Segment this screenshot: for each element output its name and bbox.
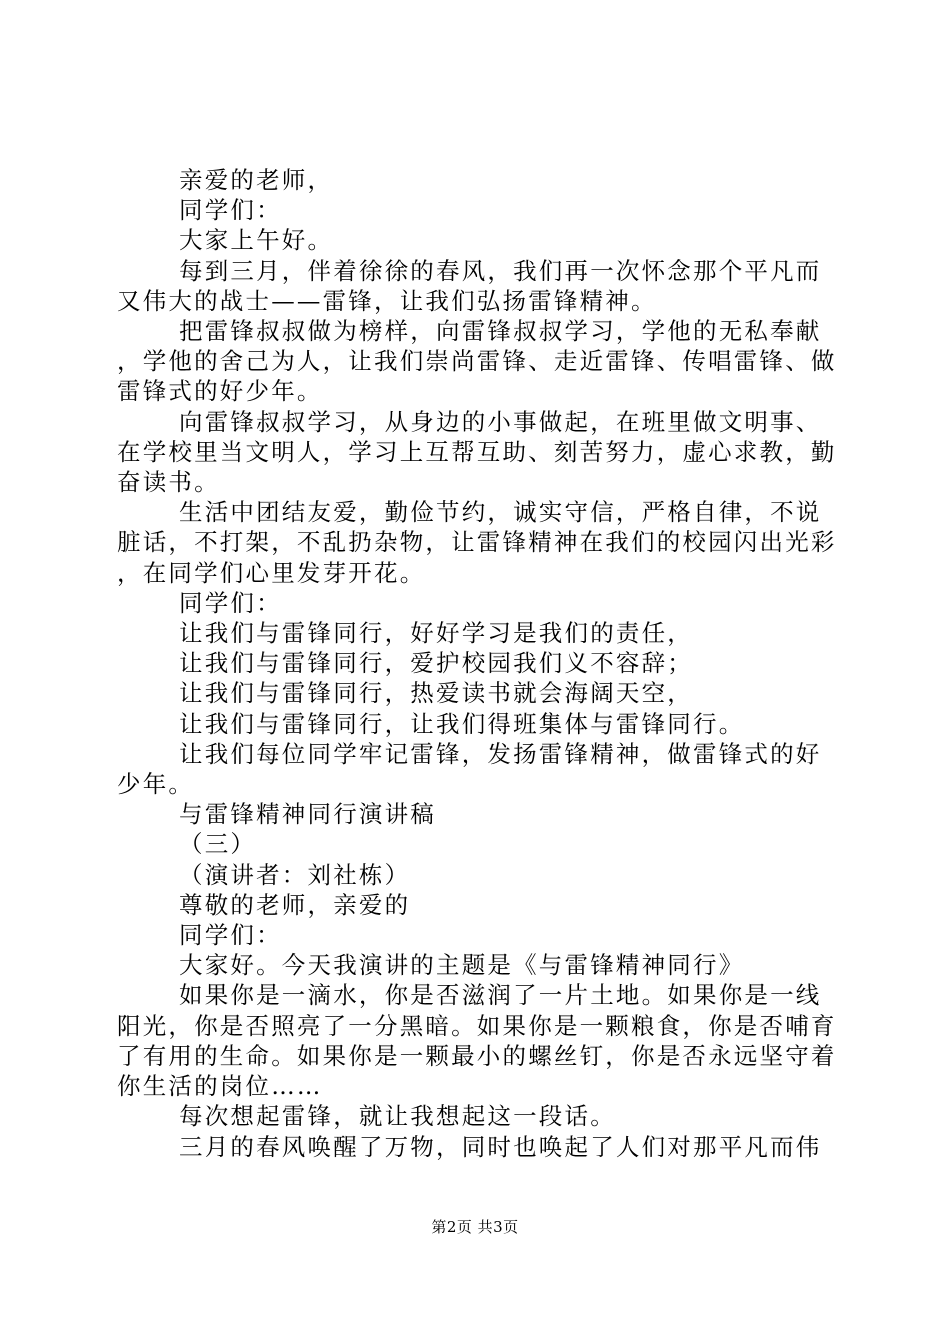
paragraph: 亲爱的老师， [179, 166, 334, 194]
paragraph: 大家上午好。 [179, 226, 334, 255]
speech-number: （三） [179, 830, 257, 859]
paragraph: 让我们与雷锋同行，热爱读书就会海阔天空， [179, 679, 693, 708]
paragraph: 每到三月，伴着徐徐的春风，我们再一次怀念那个平凡而又伟大的战士——雷锋，让我们弘扬雷锋精神。 [117, 256, 822, 315]
paragraph: 尊敬的老师，亲爱的 [179, 890, 411, 919]
paragraph: 每次想起雷锋，就让我想起这一段话。 [179, 1102, 616, 1131]
page-footer [0, 1216, 950, 1237]
paragraph: 让我们与雷锋同行，让我们得班集体与雷锋同行。 [179, 709, 745, 738]
body-text [117, 165, 837, 1162]
paragraph: 让我们每位同学牢记雷锋，发扬雷锋精神，做雷锋式的好少年。 [117, 739, 822, 799]
paragraph: 把雷锋叔叔做为榜样，向雷锋叔叔学习，学他的无私奉献，学他的舍己为人，让我们崇尚雷锋、走近雷锋、传唱雷锋、做雷锋式的好少年。 [117, 317, 837, 406]
page-number-label: 第2页 共3页 [431, 1218, 519, 1236]
paragraph: 生活中团结友爱，勤俭节约，诚实守信，严格自律，不说脏话，不打架，不乱扔杂物，让雷锋精神在我们的校园闪出光彩，在同学们心里发芽开花。 [117, 498, 837, 587]
speech-title: 与雷锋精神同行演讲稿 [179, 800, 436, 829]
paragraph: 三月的春风唤醒了万物，同时也唤起了人们对那平凡而伟 [179, 1132, 822, 1161]
speaker-line: （演讲者：刘社栋） [179, 860, 411, 889]
paragraph: 让我们与雷锋同行，爱护校园我们义不容辞； [179, 649, 693, 678]
paragraph: 向雷锋叔叔学习，从身边的小事做起，在班里做文明事、在学校里当文明人，学习上互帮互助、刻苦努力，虚心求教，勤奋读书。 [117, 407, 837, 497]
paragraph: 大家好。今天我演讲的主题是《与雷锋精神同行》 [179, 951, 745, 980]
paragraph: 如果你是一滴水，你是否滋润了一片土地。如果你是一线阳光，你是否照亮了一分黑暗。如果你是一颗粮食，你是否哺育了有用的生命。如果你是一颗最小的螺丝钉，你是否永远坚守着你生活的岗位…… [117, 981, 837, 1101]
paragraph: 同学们： [179, 921, 282, 950]
paragraph: 同学们： [179, 588, 282, 617]
paragraph: 同学们： [179, 196, 282, 225]
paragraph: 让我们与雷锋同行，好好学习是我们的责任， [179, 619, 693, 648]
